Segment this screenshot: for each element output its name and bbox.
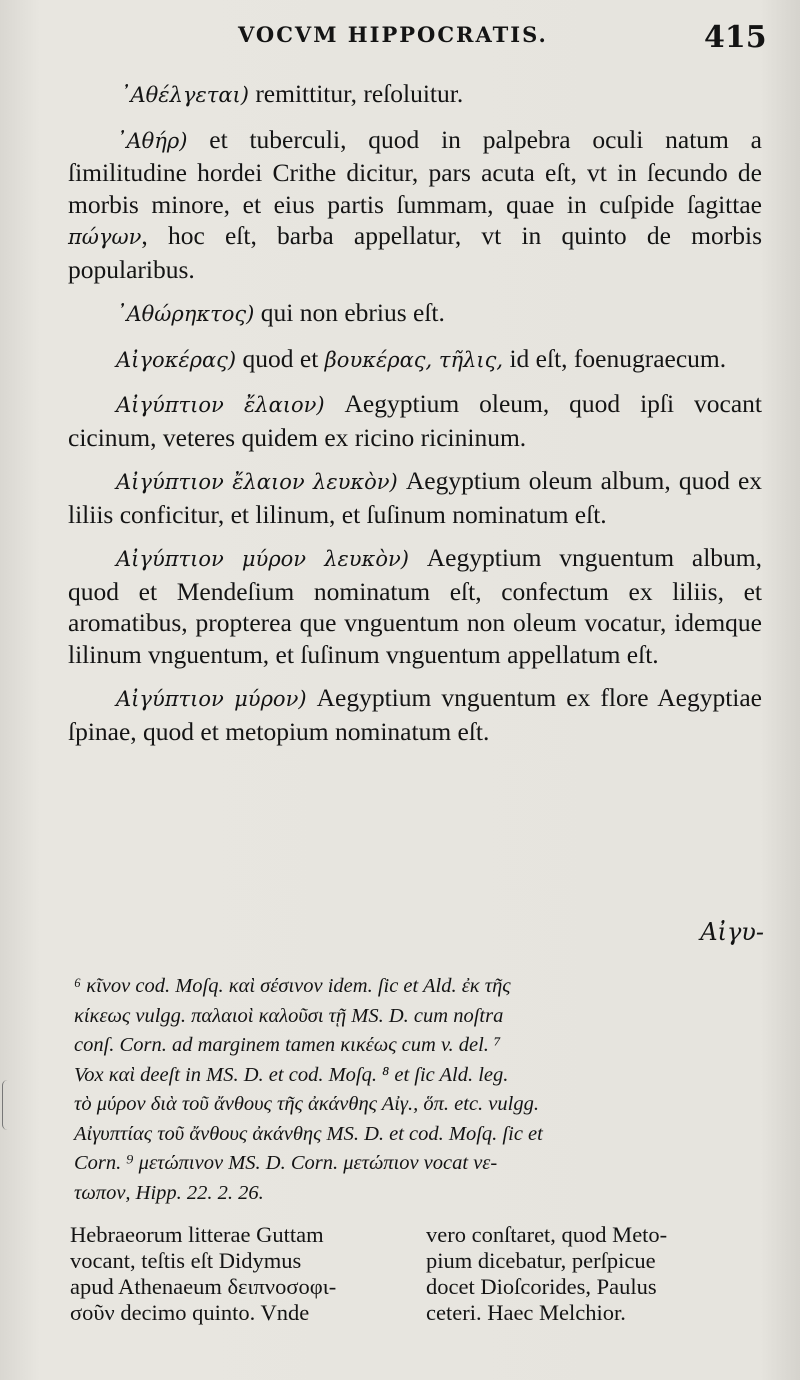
- catchword: Αἰγυ-: [700, 918, 764, 946]
- entry-text: remittitur, reſoluitur.: [248, 79, 464, 108]
- entry-headword: Αἰγύπτιον ἔλαιον): [116, 393, 325, 417]
- running-title: VOCVM HIPPOCRATIS.: [238, 22, 548, 47]
- entry-text: id eſt, foenugraecum.: [503, 343, 727, 373]
- footnote-line: τὸ μύρον διὰ τοῦ ἄνθους τῆς ἀκάνθης Αἰγ., ὅπ. etc. vulgg.: [74, 1093, 539, 1115]
- entry-text: Aegyptium vnguentum ex flore Aegyptiae ſpinae, quod et metopium nominatum eſt.: [68, 683, 762, 746]
- footnote-line: ⁶ κῖνον cod. Moſq. καὶ σέσινον idem. ſic et Ald. ἐκ τῆς: [74, 975, 511, 997]
- column-line: Hebraeorum litterae Guttam: [70, 1222, 324, 1247]
- entry-text: , hoc eſt, barba appellatur, vt in quinto de morbis popularibus.: [68, 221, 762, 284]
- footnote-line: κίκεως vulgg. παλαιοὶ καλοῦσι τῇ MS. D. cum noſtra: [74, 1004, 504, 1027]
- entry-greek-word: πώγων: [68, 225, 142, 249]
- entry-aigyption-myron-leukon: [68, 542, 762, 670]
- column-line: vocant, teſtis eſt Didymus: [70, 1248, 302, 1273]
- entry-headword: Αἰγοκέρας): [116, 347, 237, 372]
- entry-headword: ᾿Αθέλγεται): [120, 83, 249, 107]
- entry-text: et tuberculi, quod in palpebra oculi natum a ſimilitudine hordei Crithe dicitur, pars acuta eſt, vt in ſecundo de morbis minore, et eius partis ſummam, quae in cuſpide ſagittae: [68, 124, 762, 219]
- column-line: apud Athenaeum δειπνοσοφι-: [70, 1274, 337, 1299]
- footnote-line: τωπον, Hipp. 22. 2. 26.: [74, 1181, 264, 1204]
- column-line: σοῦν decimo quinto. Vnde: [70, 1300, 310, 1325]
- commentary-left-column: [70, 1222, 408, 1326]
- page-number: 415: [704, 20, 767, 55]
- entry-text: Aegyptium oleum album, quod ex liliis conficitur, et lilinum, et ſuſinum nominatum eſt.: [68, 466, 763, 529]
- footnote-line: Vox καὶ deeſt in MS. D. et cod. Moſq. ⁸ et ſic Ald. leg.: [74, 1063, 509, 1086]
- entry-headword: ᾿Αθώρηκτος): [116, 302, 255, 326]
- entry-text: Aegyptium oleum, quod ipſi vocant cicinum, veteres quidem ex ricino ricininum.: [68, 389, 762, 452]
- entry-athelgetai: [68, 78, 762, 112]
- glossary-entries: [68, 78, 762, 759]
- entry-headword: ᾿Αθήρ): [116, 128, 188, 153]
- entry-greek-word: βουκέρας, τῆλις,: [324, 347, 504, 372]
- entry-aigyption-elaion-leukon: [68, 465, 762, 530]
- entry-athorektos: [68, 297, 762, 331]
- column-line: pium dicebatur, perſpicue: [426, 1248, 656, 1273]
- entry-aigokeras: [68, 343, 762, 377]
- column-line: vero conſtaret, quod Meto-: [426, 1222, 668, 1247]
- footnote-line: conſ. Corn. ad marginem tamen κικέως cum v. del. ⁷: [74, 1034, 502, 1056]
- entry-aigyption-myron: [68, 682, 762, 747]
- page-edge-mark: [2, 1080, 13, 1130]
- column-line: docet Dioſcorides, Paulus: [426, 1274, 657, 1299]
- footnotes: [74, 972, 764, 1208]
- page-header: [0, 22, 800, 62]
- entry-aigyption-elaion: [68, 388, 762, 453]
- column-line: ceteri. Haec Melchior.: [426, 1300, 626, 1325]
- commentary-right-column: [426, 1222, 766, 1326]
- footnote-line: Corn. ⁹ μετώπινον MS. D. Corn. μετώπιον vocat νε-: [74, 1152, 498, 1174]
- entry-headword: Αἰγύπτιον μύρον λευκὸν): [116, 547, 409, 571]
- entry-text: qui non ebrius eſt.: [254, 298, 445, 327]
- entry-text: Aegyptium vnguentum album, quod et Mendeſium nominatum eſt, confectum ex liliis, et aromatibus, propterea que vnguentum non oleum vocatur, idemque lilinum vnguentum, et ſuſinum vnguentum appellatum eſt.: [68, 543, 762, 669]
- entry-headword: Αἰγύπτιον ἔλαιον λευκὸν): [116, 470, 398, 494]
- entry-text: quod et: [236, 343, 325, 373]
- footnote-line: Αἰγυπτίας τοῦ ἄνθους ἀκάνθης MS. D. et cod. Moſq. ſic et: [74, 1122, 543, 1145]
- entry-headword: Αἰγύπτιον μύρον): [116, 687, 307, 711]
- entry-ather: [68, 124, 762, 286]
